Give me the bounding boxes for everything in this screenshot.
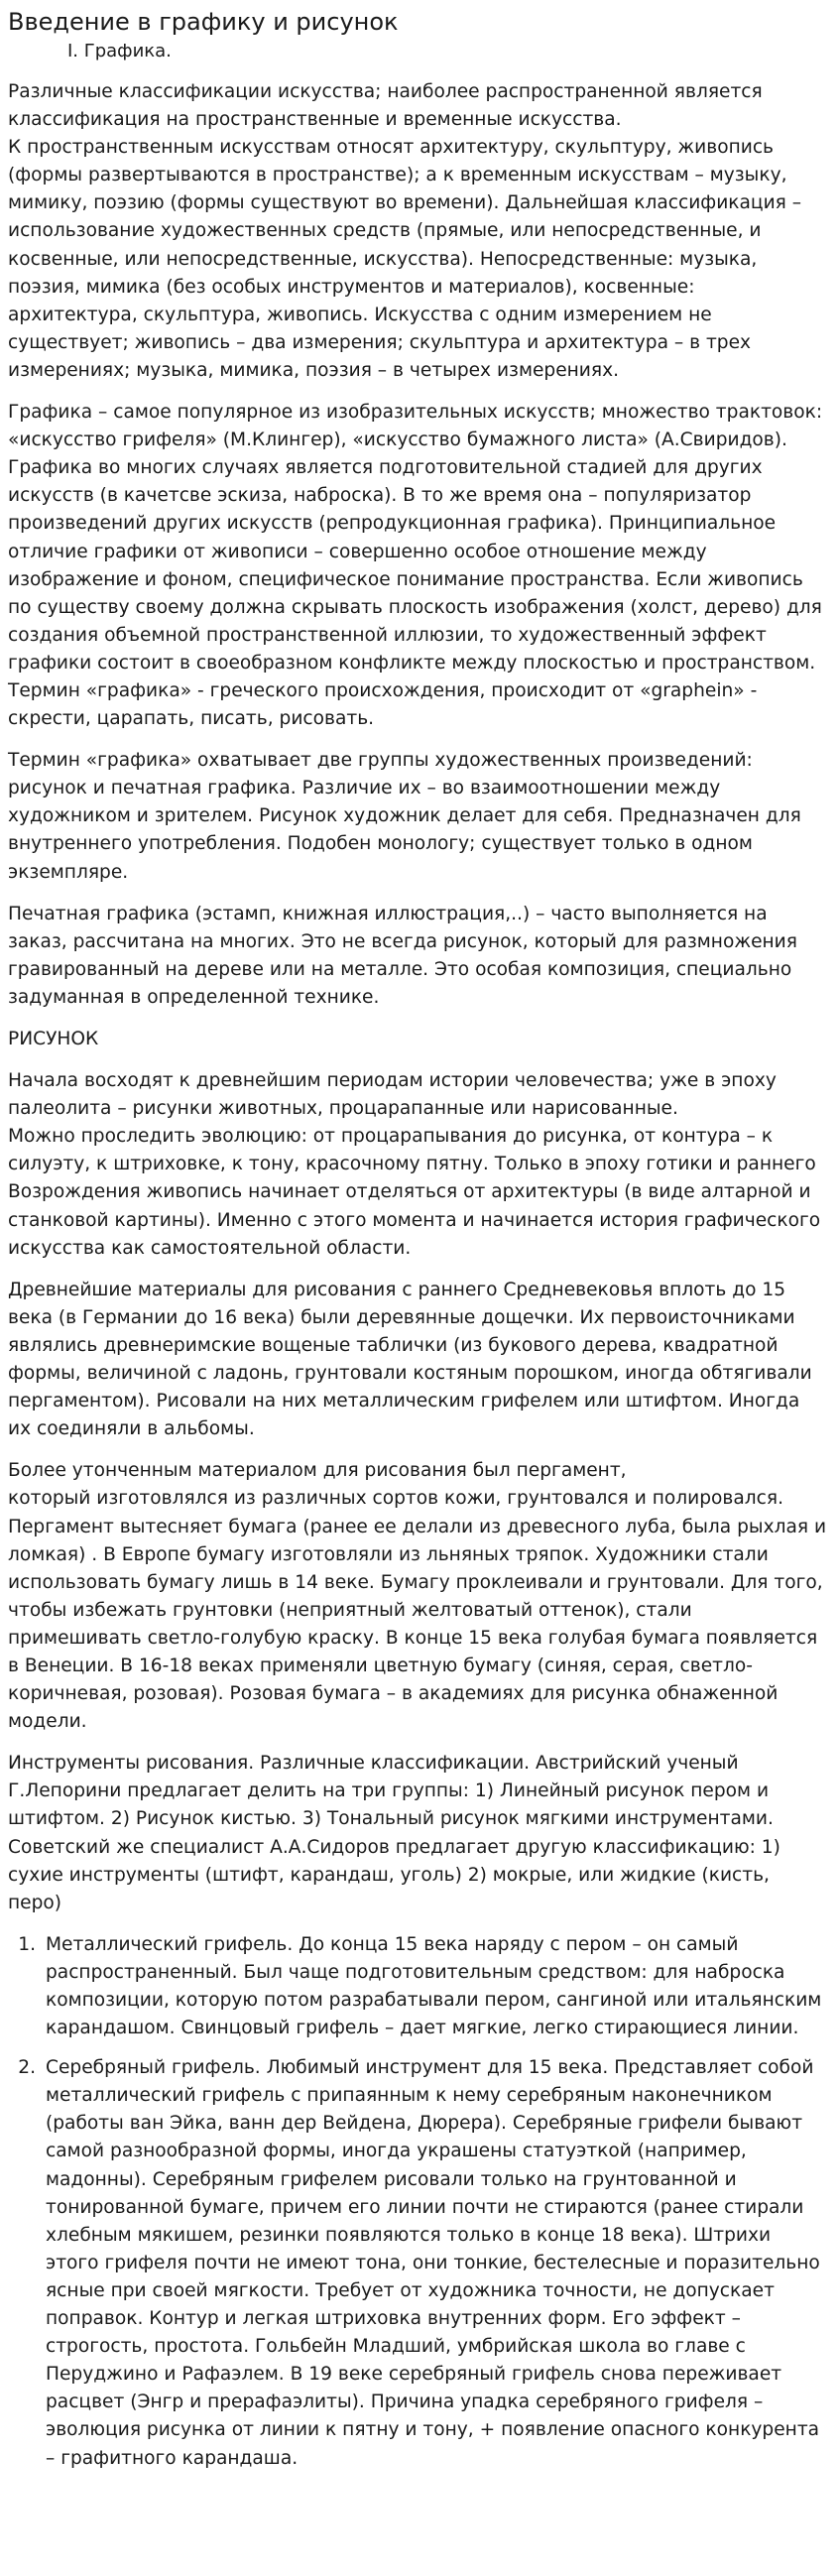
paragraph-print-graphics: Печатная графика (эстамп, книжная иллюстрация,..) – часто выполняется на заказ, рассчитана на многих. Это не всегда рисунок, который для размножения гравированный на дереве или на металле. Это особая композиция, специально задуманная в определенной технике. [8,903,797,1008]
page-title: Введение в графику и рисунок [8,8,399,36]
paragraph-instruments: Инструменты рисования. Различные классификации. Австрийский ученый Г.Лепорини предлагает делить на три группы: 1) Линейный рисунок пером и штифтом. 2) Рисунок кистью. 3) Тональный рисунок мягкими инструментами. Советский же специалист А.А.Сидоров предлагает другую классификацию: 1) сухие инструменты (штифт, карандаш, уголь) 2) мокрые, или жидкие (кисть, перо) [8,1753,780,1913]
list-item-text: Металлический грифель. До конца 15 века наряду с пером – он самый распространенный. Был чаще подготовительным средством: для наброска композиции, которую потом разрабатывали пером, сангиной или итальянским карандашом. Свинцовый грифель – дает мягкие, легко стирающиеся линии. [46,1933,822,2039]
paragraph-graphics-definition: Графика – самое популярное из изобразительных искусств; множество трактовок: «искусство грифеля» (М.Клингер), «искусство бумажного листа» (А.Свиридов). Графика во многих случаях является подготовительной стадией для других искусств (в качетсве эскиза, наброска). В то же время она – популяризатор произведений других искусств (репродукционная графика). Принципиальное отличие графики от живописи – совершенно особое отношение между изображение и фоном, специфическое понимание пространства. Если живопись по существу своему должна скрывать плоскость изображения (холст, дерево) для создания объемной пространственной иллюзии, то художественный эффект графики состоит в своеобразном конфликте между плоскостью и пространством. Термин «графика» - греческого происхождения, происходит от «graphein» - скрести, царапать, писать, рисовать. [8,402,823,730]
instruments-list [8,1931,828,2473]
list-item [8,1931,828,2042]
list-item-number: 2. [18,2057,36,2079]
paragraph-graphics-groups: Термин «графика» охватывает две группы художественных произведений: рисунок и печатная графика. Различие их – во взаимоотношении между художником и зрителем. Рисунок художник делает для себя. Предназначен для внутреннего употребления. Подобен монологу; существует только в одном экземпляре. [8,750,801,883]
section-subtitle: I. Графика. [67,41,172,61]
paragraph-ancient-materials: Древнейшие материалы для рисования с раннего Средневековья вплоть до 15 века (в Германии до 16 века) были деревянные дощечки. Их первоисточниками являлись древнеримские вощеные таблички (из букового дерева, квадратной формы, величиной с ладонь, грунтовали костяным порошком, иногда обтягивали пергаментом). Рисовали на них металлическим грифелем или штифтом. Иногда их соединяли в альбомы. [8,1279,812,1440]
list-item-number: 1. [18,1933,36,1955]
paragraph-origins: Начала восходят к древнейшим периодам истории человечества; уже в эпоху палеолита – рисунки животных, процарапанные или нарисованные. Можно проследить эволюцию: от процарапывания до рисунка, от контура – к силуэту, к штриховке, к тону, красочному пятну. Только в эпоху готики и раннего Возрождения живопись начинает отделяться от архитектуры (в виде алтарной и станковой картины). Именно с этого момента и начинается история графического искусства как самостоятельной области. [8,1070,821,1259]
paragraph-parchment-paper: Более утонченным материалом для рисования был пергамент, который изготовлялся из различных сортов кожи, грунтовался и полировался. Пергамент вытесняет бумага (ранее ее делали из древесного луба, была рыхлая и ломкая) . В Европе бумагу изготовляли из льняных тряпок. Художники стали использовать бумагу лишь в 14 веке. Бумагу проклеивали и грунтовали. Для того, чтобы избежать грунтовки (неприятный желтоватый оттенок), стали примешивать светло-голубую краску. В конце 15 века голубая бумага появляется в Венеции. В 16-18 веках применяли цветную бумагу (синяя, серая, светло-коричневая, розовая). Розовая бумага – в академиях для рисунка обнаженной модели. [8,1460,827,1733]
paragraph-classification: Различные классификации искусства; наиболее распространенной является классификация на пространственные и временные искусства. К пространственным искусствам относят архитектуру, скульптуру, живопись (формы развертываются в пространстве); а к временным искусствам – музыку, мимику, поэзию (формы существуют во времени). Дальнейшая классификация – использование художественных средств (прямые, или непосредственные, и косвенные, или непосредственные, искусства). Непосредственные: музыка, поэзия, мимика (без особых инструментов и материалов), косвенные: архитектура, скульптура, живопись. Искусства с одним измерением не существует; живопись – два измерения; скульптура и архитектура – в трех измерениях; музыка, мимика, поэзия – в четырех измерениях. [8,81,802,381]
section-heading-drawing: РИСУНОК [8,1029,99,1049]
list-item [8,2054,828,2472]
list-item-text: Серебряный грифель. Любимый инструмент для 15 века. Представляет собой металлический грифель с припаянным к нему серебряным наконечником (работы ван Эйка, ванн дер Вейдена, Дюрера). Серебряные грифели бывают самой разнообразной формы, иногда украшены статуэткой (например, мадонны). Серебряным грифелем рисовали только на грунтованной и тонированной бумаге, причем его линии почти не стираются (ранее стирали хлебным мякишем, резинки появляются только в конце 18 века). Штрихи этого грифеля почти не имеют тона, они тонкие, бестелесные и поразительно ясные при своей мягкости. Требует от художника точности, не допускает поправок. Контур и легкая штриховка внутренних форм. Его эффект – строгость, простота. Гольбейн Младший, умбрийская школа во главе с Перуджино и Рафаэлем. В 19 веке серебряный грифель снова переживает расцвет (Энгр и прерафаэлиты). Причина упадка серебряного грифеля – эволюция рисунка от линии к пятну и тону, + появление опасного конкурента – графитного карандаша. [46,2057,820,2469]
